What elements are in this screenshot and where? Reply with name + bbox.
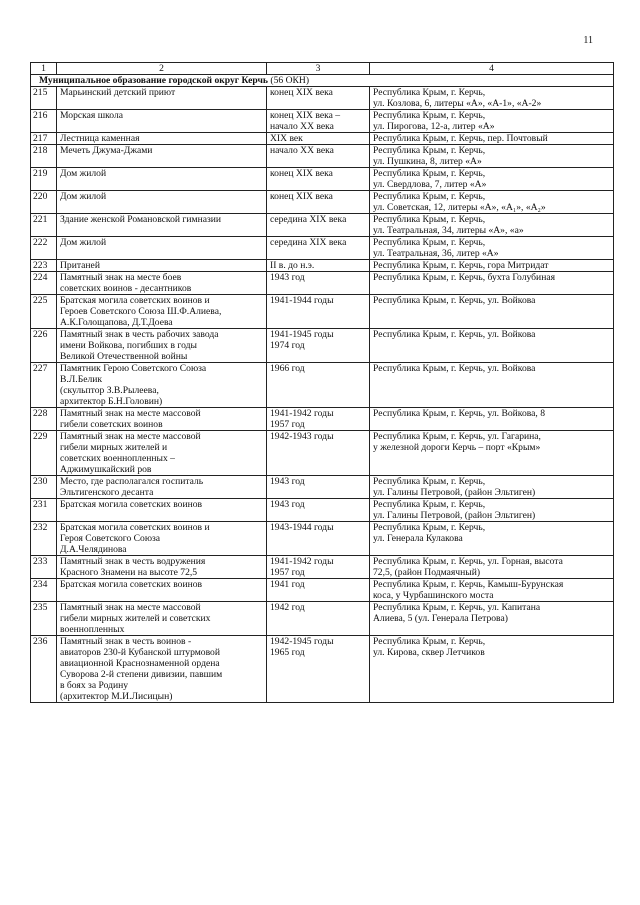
name-cell: Братская могила советских воинов xyxy=(57,579,267,602)
number-cell: 228 xyxy=(31,408,57,431)
date-cell: конец XIX века xyxy=(267,168,370,191)
address-cell: Республика Крым, г. Керчь, ул. Войкова xyxy=(370,295,614,329)
table-row xyxy=(31,408,614,431)
number-cell: 225 xyxy=(31,295,57,329)
date-cell: начало XX века xyxy=(267,145,370,168)
number-cell: 234 xyxy=(31,579,57,602)
address-cell: Республика Крым, г. Керчь, бухта Голубиная xyxy=(370,272,614,295)
number-cell: 232 xyxy=(31,522,57,556)
table-row xyxy=(31,295,614,329)
address-cell: Республика Крым, г. Керчь, ул. Козлова, 6, литеры «А», «А-1», «А-2» xyxy=(370,87,614,110)
address-cell: Республика Крым, г. Керчь, ул. Горная, высота 72,5, (район Подмаячный) xyxy=(370,556,614,579)
date-cell: 1943-1944 годы xyxy=(267,522,370,556)
name-cell: Здание женской Романовской гимназии xyxy=(57,214,267,237)
number-cell: 233 xyxy=(31,556,57,579)
number-cell: 226 xyxy=(31,329,57,363)
number-cell: 220 xyxy=(31,191,57,214)
name-cell: Памятный знак в честь воинов - авиаторов 230-й Кубанской штурмовой авиационной Краснознаменной ордена Суворова 2-й степени дивизии, павшим в боях за Родину (архитектор М.И.Лисицын) xyxy=(57,636,267,703)
date-cell: конец XIX века – начало XX века xyxy=(267,110,370,133)
name-cell: Место, где располагался госпиталь Эльтигенского десанта xyxy=(57,476,267,499)
column-number-header xyxy=(31,63,614,75)
number-cell: 236 xyxy=(31,636,57,703)
number-cell: 219 xyxy=(31,168,57,191)
number-cell: 229 xyxy=(31,431,57,476)
name-cell: Памятный знак на месте массовой гибели мирных жителей и советских военнопленных – Аджимушкайский ров xyxy=(57,431,267,476)
address-cell: Республика Крым, г. Керчь, ул. Войкова xyxy=(370,363,614,408)
section-header-row xyxy=(31,75,614,87)
name-cell: Дом жилой xyxy=(57,237,267,260)
address-cell: Республика Крым, г. Керчь, ул. Войкова, 8 xyxy=(370,408,614,431)
number-cell: 217 xyxy=(31,133,57,145)
name-cell: Памятный знак на месте боев советских воинов - десантников xyxy=(57,272,267,295)
section-title-count: (56 ОКН) xyxy=(267,75,310,86)
name-cell: Памятный знак в честь водружения Красного Знамени на высоте 72,5 xyxy=(57,556,267,579)
date-cell: конец XIX века xyxy=(267,191,370,214)
date-cell: 1943 год xyxy=(267,272,370,295)
section-title-bold: Муниципальное образование городской округ Керчь xyxy=(39,75,268,86)
table-row xyxy=(31,133,614,145)
address-cell: Республика Крым, г. Керчь, гора Митридат xyxy=(370,260,614,272)
date-cell: 1941-1942 годы 1957 год xyxy=(267,408,370,431)
name-cell: Мечеть Джума-Джами xyxy=(57,145,267,168)
date-cell: 1941 год xyxy=(267,579,370,602)
number-cell: 227 xyxy=(31,363,57,408)
table-row xyxy=(31,602,614,636)
header-cell-1: 1 xyxy=(31,63,57,75)
name-cell: Братская могила советских воинов и Героев Советского Союза Ш.Ф.Алиева, А.К.Голощапова, Д.Т.Доева xyxy=(57,295,267,329)
number-cell: 222 xyxy=(31,237,57,260)
table-row xyxy=(31,272,614,295)
name-cell: Братская могила советских воинов и Героя Советского Союза Д.А.Челядинова xyxy=(57,522,267,556)
number-cell: 221 xyxy=(31,214,57,237)
date-cell: 1941-1944 годы xyxy=(267,295,370,329)
date-cell: 1943 год xyxy=(267,499,370,522)
table-row xyxy=(31,522,614,556)
number-cell: 215 xyxy=(31,87,57,110)
address-cell: Республика Крым, г. Керчь, Камыш-Бурунская коса, у Чурбашинского моста xyxy=(370,579,614,602)
date-cell: 1942-1945 годы 1965 год xyxy=(267,636,370,703)
table-row xyxy=(31,556,614,579)
header-cell-4: 4 xyxy=(370,63,614,75)
number-cell: 218 xyxy=(31,145,57,168)
section-title xyxy=(31,75,614,87)
date-cell: II в. до н.э. xyxy=(267,260,370,272)
header-cell-2: 2 xyxy=(57,63,267,75)
name-cell: Лестница каменная xyxy=(57,133,267,145)
number-cell: 235 xyxy=(31,602,57,636)
date-cell: 1941-1942 годы 1957 год xyxy=(267,556,370,579)
table-row xyxy=(31,191,614,214)
date-cell: XIX век xyxy=(267,133,370,145)
table-row xyxy=(31,579,614,602)
address-cell: Республика Крым, г. Керчь, ул. Кирова, сквер Летчиков xyxy=(370,636,614,703)
number-cell: 216 xyxy=(31,110,57,133)
table-row xyxy=(31,110,614,133)
address-cell: Республика Крым, г. Керчь, ул. Капитана Алиева, 5 (ул. Генерала Петрова) xyxy=(370,602,614,636)
address-cell: Республика Крым, г. Керчь, ул. Войкова xyxy=(370,329,614,363)
name-cell: Дом жилой xyxy=(57,168,267,191)
heritage-registry-table xyxy=(30,62,614,703)
address-cell: Республика Крым, г. Керчь, ул. Свердлова, 7, литер «А» xyxy=(370,168,614,191)
name-cell: Памятный знак в честь рабочих завода имени Войкова, погибших в годы Великой Отечественной войны xyxy=(57,329,267,363)
table-row xyxy=(31,499,614,522)
name-cell: Морская школа xyxy=(57,110,267,133)
address-cell: Республика Крым, г. Керчь, ул. Галины Петровой, (район Эльтиген) xyxy=(370,476,614,499)
table-row xyxy=(31,237,614,260)
number-cell: 231 xyxy=(31,499,57,522)
address-cell: Республика Крым, г. Керчь, ул. Советская, 12, литеры «А», «А₁», «А₂» xyxy=(370,191,614,214)
table-row xyxy=(31,168,614,191)
table-row xyxy=(31,431,614,476)
table-row xyxy=(31,214,614,237)
table-row xyxy=(31,260,614,272)
table-row xyxy=(31,329,614,363)
date-cell: середина XIX века xyxy=(267,214,370,237)
address-cell: Республика Крым, г. Керчь, ул. Галины Петровой, (район Эльтиген) xyxy=(370,499,614,522)
date-cell: 1941-1945 годы 1974 год xyxy=(267,329,370,363)
date-cell: 1943 год xyxy=(267,476,370,499)
name-cell: Памятный знак на месте массовой гибели советских воинов xyxy=(57,408,267,431)
name-cell: Памятный знак на месте массовой гибели мирных жителей и советских военнопленных xyxy=(57,602,267,636)
table-row xyxy=(31,87,614,110)
address-cell: Республика Крым, г. Керчь, пер. Почтовый xyxy=(370,133,614,145)
name-cell: Памятник Герою Советского Союза В.Л.Белик (скульптор З.В.Рылеева, архитектор Б.Н.Головин) xyxy=(57,363,267,408)
address-cell: Республика Крым, г. Керчь, ул. Театральная, 36, литер «А» xyxy=(370,237,614,260)
address-cell: Республика Крым, г. Керчь, ул. Пирогова, 12-а, литер «А» xyxy=(370,110,614,133)
header-cell-3: 3 xyxy=(267,63,370,75)
name-cell: Дом жилой xyxy=(57,191,267,214)
table-row xyxy=(31,476,614,499)
page-number: 11 xyxy=(583,35,593,46)
table-row xyxy=(31,145,614,168)
date-cell: середина XIX века xyxy=(267,237,370,260)
name-cell: Пританей xyxy=(57,260,267,272)
date-cell: 1942-1943 годы xyxy=(267,431,370,476)
number-cell: 223 xyxy=(31,260,57,272)
date-cell: 1942 год xyxy=(267,602,370,636)
table-row xyxy=(31,363,614,408)
date-cell: конец XIX века xyxy=(267,87,370,110)
name-cell: Братская могила советских воинов xyxy=(57,499,267,522)
table-row xyxy=(31,636,614,703)
number-cell: 224 xyxy=(31,272,57,295)
address-cell: Республика Крым, г. Керчь, ул. Гагарина, у железной дороги Керчь – порт «Крым» xyxy=(370,431,614,476)
date-cell: 1966 год xyxy=(267,363,370,408)
address-cell: Республика Крым, г. Керчь, ул. Генерала Кулакова xyxy=(370,522,614,556)
number-cell: 230 xyxy=(31,476,57,499)
address-cell: Республика Крым, г. Керчь, ул. Театральная, 34, литеры «А», «а» xyxy=(370,214,614,237)
name-cell: Марьинский детский приют xyxy=(57,87,267,110)
address-cell: Республика Крым, г. Керчь, ул. Пушкина, 8, литер «А» xyxy=(370,145,614,168)
